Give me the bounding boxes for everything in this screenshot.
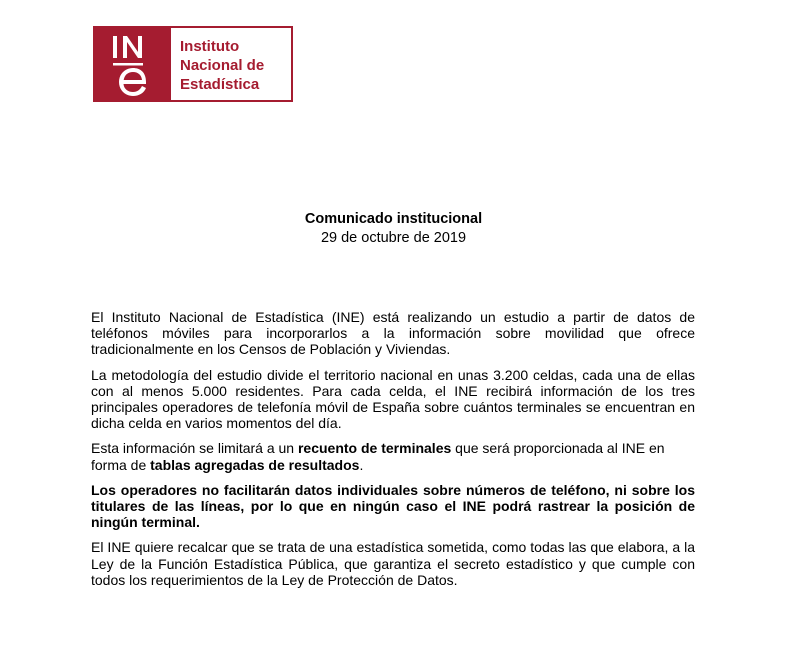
paragraph-5: El INE quiere recalcar que se trata de una estadística sometida, como todas las que elabora, a la Ley de la Función Estadística Pública, que garantiza el secreto estadístico y que cumple con todos los requerimientos de la Ley de Protección de Datos.	[91, 539, 695, 588]
paragraph-4: Los operadores no facilitarán datos individuales sobre números de teléfono, ni sobre los titulares de las líneas, por lo que en ningún caso el INE podrá rastrear la posición de ningún terminal.	[91, 481, 695, 531]
logo-line-2: Nacional de	[180, 57, 265, 74]
ine-logo	[93, 26, 293, 102]
document-heading	[0, 210, 787, 248]
paragraph-3	[91, 440, 695, 472]
document-title: Comunicado institucional	[304, 211, 483, 227]
paragraph-3-bold-tablas: tablas agregadas de resultados	[150, 456, 360, 473]
paragraph-3-text-a: Esta información se limitará a un	[91, 440, 298, 457]
document-body	[91, 309, 695, 597]
document-date: 29 de octubre de 2019	[320, 230, 467, 246]
paragraph-3-text-c: que será proporcionada al INE en forma de	[91, 440, 665, 473]
logo-line-3: Estadística	[180, 76, 260, 93]
ine-logo-mark	[95, 28, 171, 100]
paragraph-1: El Instituto Nacional de Estadística (INE) está realizando un estudio a partir de datos de teléfonos móviles para incorporarlos a la información sobre movilidad que ofrece tradicionalmente en los Censos de Población y Viviendas.	[91, 309, 695, 358]
logo-line-1: Instituto	[180, 38, 240, 55]
paragraph-2: La metodología del estudio divide el territorio nacional en unas 3.200 celdas, cada una de ellas con al menos 5.000 residentes. Para cada celda, el INE recibirá información de los tres principales operadores de telefonía móvil de España sobre cuántos terminales se encuentran en dicha celda en varios momentos del día.	[91, 366, 695, 432]
paragraph-3-bold-recuento: recuento de terminales	[297, 440, 452, 457]
ine-monogram-icon	[95, 28, 171, 100]
ine-logo-wordmark	[171, 28, 291, 100]
paragraph-3-text-e: .	[359, 456, 364, 473]
